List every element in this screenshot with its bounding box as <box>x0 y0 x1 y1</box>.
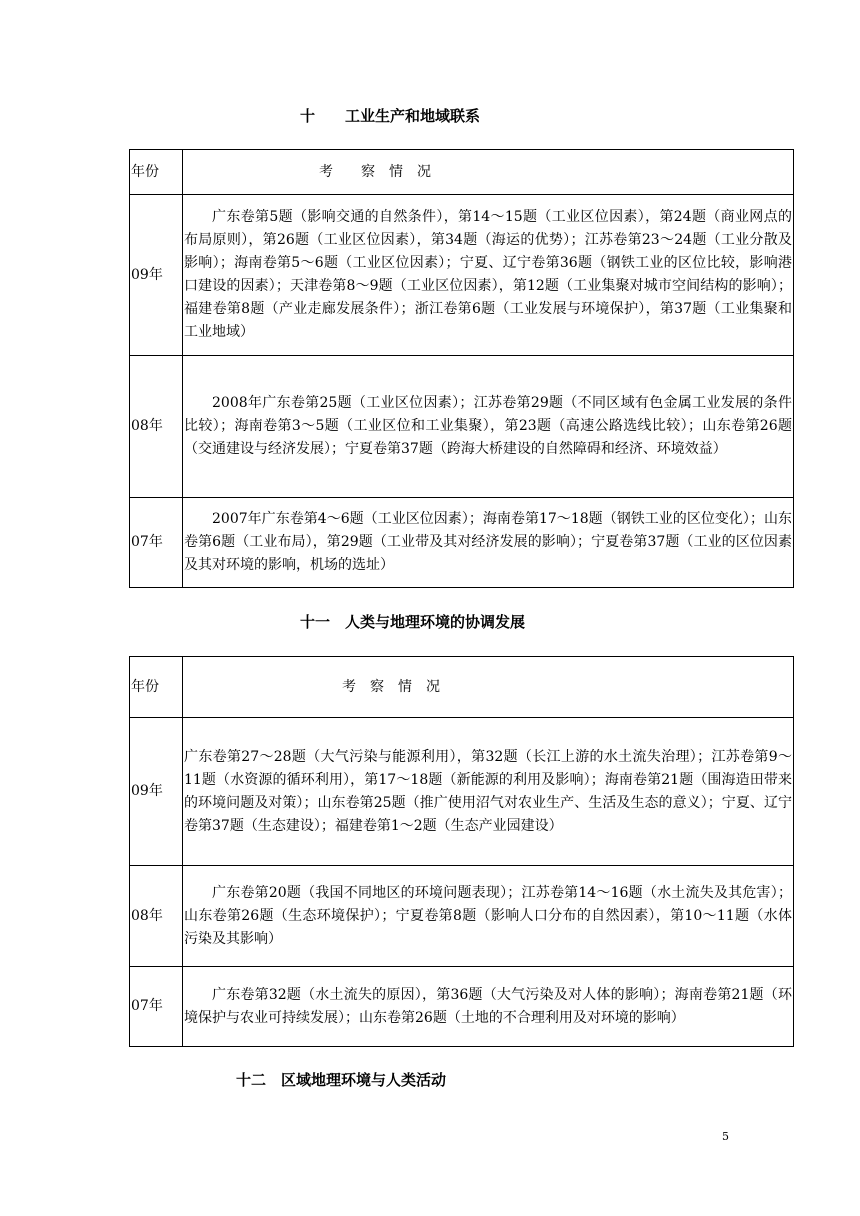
content-cell: 广东卷第20题（我国不同地区的环境问题表现）；江苏卷第14～16题（水土流失及其危害）；山东卷第26题（生态环境保护）；宁夏卷第8题（影响人口分布的自然因素），第10～11题（水体污染及其影响） <box>183 866 794 967</box>
content-header-label: 考 察 情 况 <box>342 678 440 695</box>
table-header-row <box>130 657 794 718</box>
year-cell: 09年 <box>130 195 183 356</box>
section-heading-10: 十 工业生产和地域联系 <box>300 107 481 125</box>
table-row <box>130 866 794 967</box>
content-column-header <box>183 657 794 718</box>
table-header-row <box>130 150 794 195</box>
year-cell: 08年 <box>130 356 183 498</box>
year-column-header: 年份 <box>130 150 183 195</box>
content-column-header <box>183 150 794 195</box>
section-heading-12: 十二 区域地理环境与人类活动 <box>236 1071 447 1089</box>
content-cell: 广东卷第27～28题（大气污染与能源利用），第32题（长江上游的水土流失治理）；江苏卷第9～11题（水资源的循环利用），第17～18题（新能源的利用及影响）；海南卷第21题（围海造田带来的环境问题及对策）；山东卷第25题（推广使用沼气对农业生产、生活及生态的意义）；宁夏、辽宁卷第37题（生态建设）；福建卷第1～2题（生态产业园建设） <box>183 718 794 866</box>
section-heading-11: 十一 人类与地理环境的协调发展 <box>300 613 526 631</box>
content-cell: 2007年广东卷第4～6题（工业区位因素）；海南卷第17～18题（钢铁工业的区位变化）；山东卷第6题（工业布局），第29题（工业带及其对经济发展的影响）；宁夏卷第37题（工业的区位因素及其对环境的影响，机场的选址） <box>183 498 794 588</box>
year-cell: 07年 <box>130 967 183 1047</box>
table-row <box>130 967 794 1047</box>
content-cell: 广东卷第32题（水土流失的原因），第36题（大气污染及对人体的影响）；海南卷第21题（环境保护与农业可持续发展）；山东卷第26题（土地的不合理利用及对环境的影响） <box>183 967 794 1047</box>
table-row <box>130 356 794 498</box>
table-row <box>130 718 794 866</box>
year-cell: 08年 <box>130 866 183 967</box>
exam-table-11 <box>129 656 794 1047</box>
content-header-label: 考 察 情 况 <box>319 163 431 180</box>
year-cell: 07年 <box>130 498 183 588</box>
table-row <box>130 195 794 356</box>
exam-table-10 <box>129 149 794 588</box>
table-row <box>130 498 794 588</box>
year-column-header: 年份 <box>130 657 183 718</box>
content-cell: 2008年广东卷第25题（工业区位因素）；江苏卷第29题（不同区域有色金属工业发展的条件比较）；海南卷第3～5题（工业区位和工业集聚），第23题（高速公路选线比较）；山东卷第26题（交通建设与经济发展）；宁夏卷第37题（跨海大桥建设的自然障碍和经济、环境效益） <box>183 356 794 498</box>
year-cell: 09年 <box>130 718 183 866</box>
content-cell: 广东卷第5题（影响交通的自然条件），第14～15题（工业区位因素），第24题（商业网点的布局原则），第26题（工业区位因素），第34题（海运的优势）；江苏卷第23～24题（工业分散及影响）；海南卷第5～6题（工业区位因素）；宁夏、辽宁卷第36题（钢铁工业的区位比较，影响港口建设的因素）；天津卷第8～9题（工业区位因素），第12题（工业集聚对城市空间结构的影响）；福建卷第8题（产业走廊发展条件）；浙江卷第6题（工业发展与环境保护），第37题（工业集聚和工业地域） <box>183 195 794 356</box>
page-number: 5 <box>722 1130 729 1143</box>
